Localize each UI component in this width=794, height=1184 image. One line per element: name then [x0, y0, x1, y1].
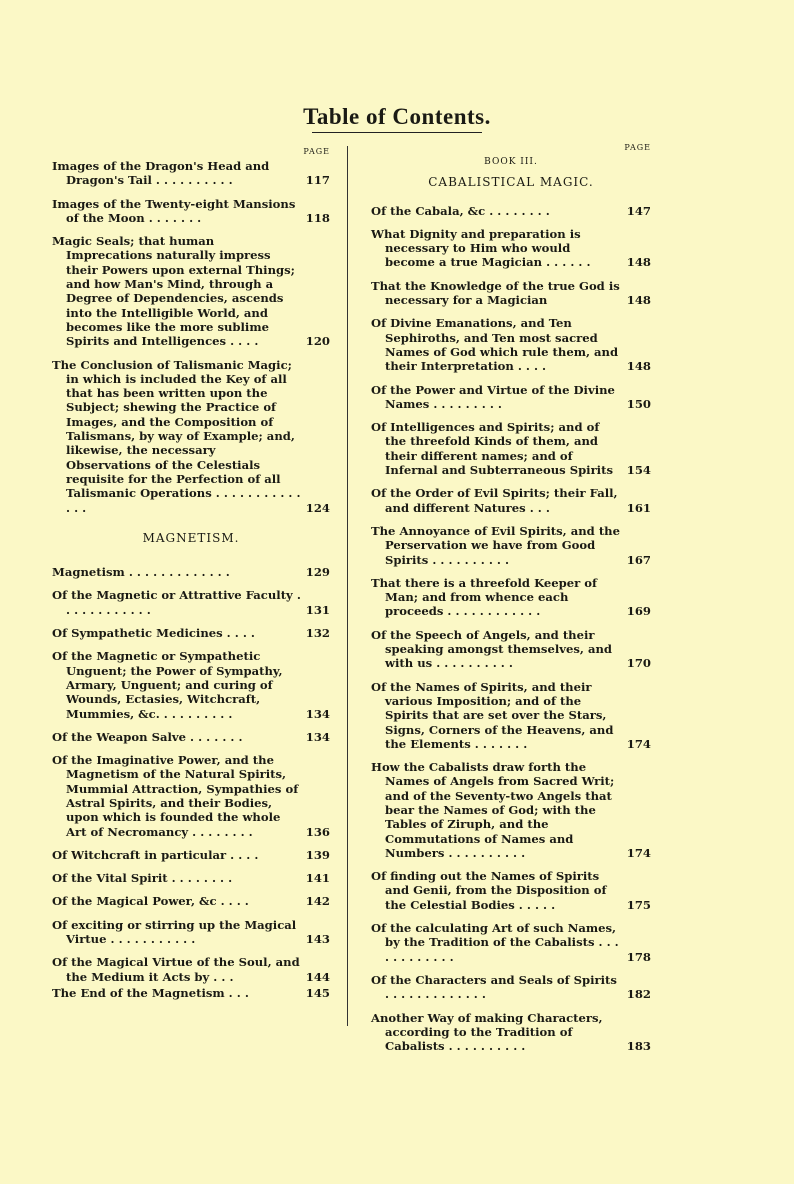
toc-entry-page: 148	[626, 359, 651, 374]
toc-entry-title: Of the Characters and Seals of Spirits . . . . . . . . . . . . .	[371, 972, 617, 1002]
toc-entry[interactable]	[371, 204, 651, 218]
toc-entry[interactable]	[52, 918, 330, 947]
toc-entry[interactable]	[371, 869, 651, 912]
toc-entry[interactable]	[52, 848, 330, 862]
toc-entry-page: 147	[626, 203, 651, 218]
toc-entry[interactable]	[371, 383, 651, 412]
toc-entry-title: Of the Magical Virtue of the Soul, and the Medium it Acts by . . .	[52, 955, 300, 984]
toc-entry-title: Of the Names of Spirits, and their various Imposition; and of the Spirits that are set over the Stars, Signs, Corners of the Heavens, and the Elements . . . . . . .	[371, 679, 614, 751]
toc-entry-title: What Dignity and preparation is necessary to Him who would become a true Magician . . . . . .	[371, 226, 591, 270]
toc-entry-page: 148	[626, 293, 651, 308]
toc-entry-title: Of the Power and Virtue of the Divine Names . . . . . . . . .	[371, 382, 615, 411]
toc-entry[interactable]	[371, 1011, 651, 1054]
right-column	[371, 141, 651, 1062]
toc-entry-page: 117	[305, 173, 330, 188]
toc-entry-page: 131	[305, 602, 330, 617]
toc-entry[interactable]	[371, 279, 651, 308]
toc-entry-title: Of the Magical Power, &c . . . .	[52, 894, 249, 909]
toc-entry-title: That the Knowledge of the true God is necessary for a Magician	[371, 278, 620, 308]
toc-entry-title: Of the Vital Spirit . . . . . . . .	[52, 871, 233, 886]
left-entries-a	[52, 159, 330, 515]
toc-entry-title: Magic Seals; that human Imprecations naturally impress their Powers upon external Things; and how Man's Mind, through a Degree of Dependencies, ascends into the Intelligible World, and becomes like the more sublime Spirits and Intelligences . . . .	[52, 234, 295, 349]
toc-entry-page: 136	[305, 824, 330, 839]
title-underline	[312, 132, 482, 133]
toc-entry-title: Another Way of making Characters, according to the Tradition of Cabalists . . . . . . . . . .	[371, 1010, 603, 1054]
toc-entry-page: 134	[305, 729, 330, 744]
toc-entry-title: Of exciting or stirring up the Magical Virtue . . . . . . . . . . .	[52, 917, 297, 947]
toc-entry-page: 145	[305, 985, 330, 1000]
toc-entry-page: 170	[626, 656, 651, 671]
book-name: CABALISTICAL MAGIC.	[428, 175, 594, 190]
toc-entry-page: 154	[626, 463, 651, 478]
toc-entry-title: Of the calculating Art of such Names, by the Tradition of the Cabalists . . . . . . . . . . . .	[371, 921, 619, 964]
toc-entry-title: Of the Cabala, &c . . . . . . . .	[371, 203, 550, 218]
toc-entry[interactable]	[371, 316, 651, 373]
toc-entry-title: The End of the Magnetism . . .	[52, 985, 249, 1000]
toc-entry-title: Images of the Twenty-eight Mansions of the Moon . . . . . . .	[52, 196, 296, 225]
toc-entry[interactable]	[52, 649, 330, 720]
page-title	[0, 104, 794, 133]
toc-entry[interactable]	[371, 524, 651, 567]
toc-entry-title: Of the Weapon Salve . . . . . . .	[52, 729, 243, 744]
page-title-text: Table of Contents.	[303, 104, 491, 129]
toc-entry[interactable]	[371, 486, 651, 515]
toc-entry-title: Of the Imaginative Power, and the Magnetism of the Natural Spirits, Mummial Attraction, Sympathies of Astral Spirits, and their Bodies, upon which is founded the whole Art of Necromancy . . . . . . . .	[52, 753, 299, 839]
column-divider	[347, 146, 348, 1026]
toc-entry-title: The Annoyance of Evil Spirits, and the Perservation we have from Good Spirits . . . . . . . . . .	[371, 523, 620, 567]
toc-entry-page: 124	[305, 500, 330, 515]
toc-entry[interactable]	[371, 680, 651, 751]
toc-entry[interactable]	[52, 234, 330, 348]
toc-entry[interactable]	[52, 730, 330, 744]
toc-entry[interactable]	[52, 197, 330, 226]
toc-entry-title: Of the Order of Evil Spirits; their Fall, and different Natures . . .	[371, 486, 618, 515]
left-column	[52, 145, 330, 1009]
toc-entry-page: 183	[626, 1039, 651, 1054]
toc-entry-title: Magnetism . . . . . . . . . . . . .	[52, 565, 230, 580]
toc-entry-page: 161	[626, 500, 651, 515]
toc-entry-title: Of the Magnetic or Sympathetic Unguent; the Power of Sympathy, Armary, Unguent; and curing of Wounds, Ectasies, Witchcraft, Mummies, &c. . . . . . . . . .	[52, 649, 283, 721]
toc-entry-title: Of the Magnetic or Attrattive Faculty . . . . . . . . . . . .	[52, 588, 301, 617]
toc-entry-page: 174	[626, 736, 651, 751]
toc-entry-title: Of Intelligences and Spirits; and of the threefold Kinds of them, and their different names; and of Infernal and Subterraneous Spirits	[371, 420, 613, 478]
toc-entry[interactable]	[371, 760, 651, 860]
toc-entry-page: 167	[626, 552, 651, 567]
toc-entry[interactable]	[371, 628, 651, 671]
toc-entry[interactable]	[371, 420, 651, 477]
toc-entry[interactable]	[52, 565, 330, 579]
toc-entry-title: Of Divine Emanations, and Ten Sephiroths, and Ten most sacred Names of God which rule them, and their Interpretation . . . .	[371, 316, 619, 374]
toc-entry[interactable]	[52, 955, 330, 984]
toc-entry-title: Of Sympathetic Medicines . . . .	[52, 626, 255, 641]
toc-entry-title: Of the Speech of Angels, and their speaking amongst themselves, and with us . . . . . . . . . .	[371, 627, 612, 671]
right-entries	[371, 204, 651, 1054]
toc-entry-title: That there is a threefold Keeper of Man; and from whence each proceeds . . . . . . . . . . . .	[371, 575, 597, 619]
toc-entry-title: How the Cabalists draw forth the Names of Angels from Sacred Writ; and of the Seventy-two Angels that bear the Names of God; with the Tables of Ziruph, and the Commutations of Names and Numbers . . . . . . . . . .	[371, 760, 615, 860]
toc-entry-page: 143	[305, 932, 330, 947]
toc-entry[interactable]	[52, 753, 330, 839]
toc-entry[interactable]	[52, 588, 330, 617]
toc-entry-title: Of Witchcraft in particular . . . .	[52, 847, 259, 862]
page-column-header: PAGE	[303, 147, 330, 156]
toc-entry-page: 120	[305, 334, 330, 349]
toc-entry-page: 134	[305, 706, 330, 721]
toc-entry[interactable]	[371, 576, 651, 619]
toc-entry-page: 118	[305, 210, 330, 225]
toc-entry-title: The Conclusion of Talismanic Magic; in which is included the Key of all that has been written upon the Subject; shewing the Practice of Images, and the Composition of Talismans, by way of Example; and, likewise, the necessary Observations of the Celestials requisite for the Perfection of all Talismanic Operations . . . . . . . . . . . . . .	[52, 357, 301, 515]
toc-entry-page: 175	[626, 897, 651, 912]
toc-entry[interactable]	[52, 358, 330, 515]
toc-entry[interactable]	[52, 894, 330, 908]
toc-entry-page: 174	[626, 845, 651, 860]
toc-entry-page: 132	[305, 626, 330, 641]
toc-entry-title: Images of the Dragon's Head and Dragon's Tail . . . . . . . . . .	[52, 159, 270, 188]
section-heading-magnetism: MAGNETISM.	[142, 530, 240, 545]
toc-entry-page: 169	[626, 604, 651, 619]
toc-entry-page: 178	[626, 949, 651, 964]
toc-entry[interactable]	[371, 227, 651, 270]
toc-entry-page: 182	[626, 987, 651, 1002]
toc-entry[interactable]	[52, 871, 330, 885]
toc-entry[interactable]	[371, 973, 651, 1002]
toc-entry-page: 141	[305, 871, 330, 886]
toc-entry[interactable]	[52, 986, 330, 1000]
toc-entry-page: 129	[305, 565, 330, 580]
toc-entry[interactable]	[52, 159, 330, 188]
toc-entry[interactable]	[371, 921, 651, 964]
toc-entry-page: 148	[626, 255, 651, 270]
toc-entry-page: 142	[305, 894, 330, 909]
left-entries-b	[52, 565, 330, 1000]
page-column-header-right: PAGE	[624, 143, 651, 152]
toc-entry-page: 150	[626, 396, 651, 411]
toc-entry-page: 139	[305, 847, 330, 862]
toc-entry-title: Of finding out the Names of Spirits and Genii, from the Disposition of the Celestial Bodies . . . . .	[371, 869, 607, 912]
book-label: BOOK III.	[484, 157, 538, 167]
toc-entry-page: 144	[305, 969, 330, 984]
toc-entry[interactable]	[52, 626, 330, 640]
